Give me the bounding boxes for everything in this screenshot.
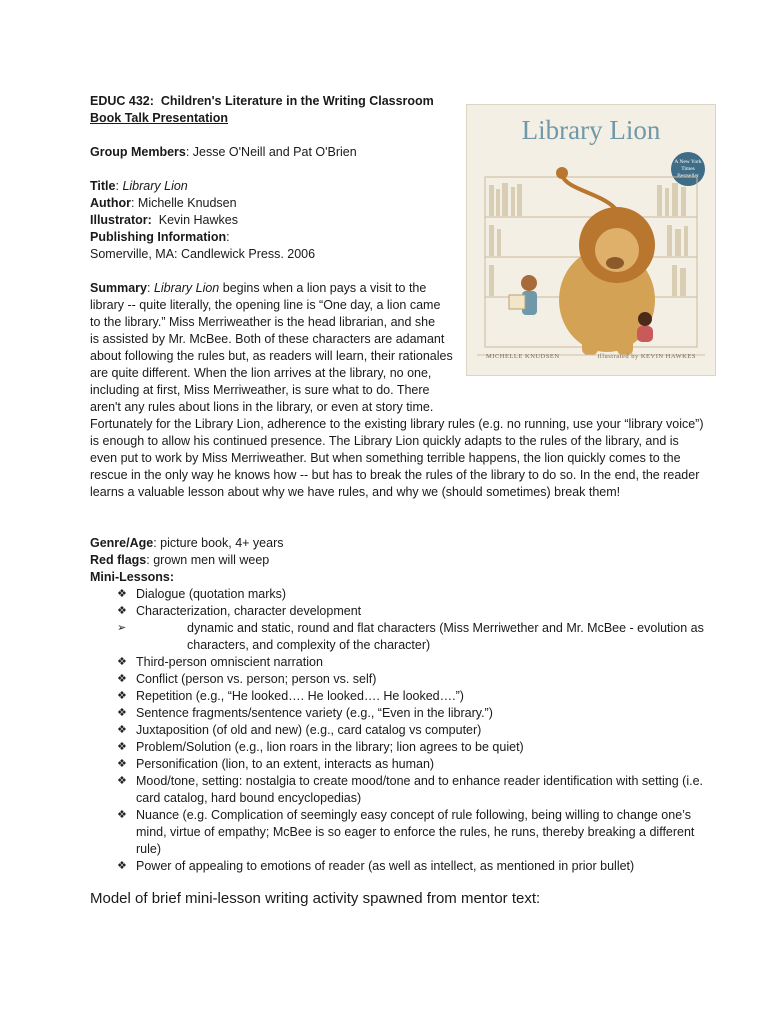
bullet-icon: ❖ xyxy=(117,690,127,702)
mini-lessons-list xyxy=(90,586,720,875)
bullet-icon: ❖ xyxy=(117,775,127,787)
mini-lesson-item xyxy=(90,858,720,875)
bullet-icon: ❖ xyxy=(117,656,127,668)
mini-lesson-text: Third-person omniscient narration xyxy=(136,655,323,669)
mini-lesson-item xyxy=(90,586,720,603)
mini-lesson-text: Juxtaposition (of old and new) (e.g., card catalog vs computer) xyxy=(136,723,482,737)
mini-lesson-item xyxy=(90,739,720,756)
mini-lesson-text: Power of appealing to emotions of reader (as well as intellect, as mentioned in prior bullet) xyxy=(136,859,635,873)
book-author: Author: Michelle Knudsen xyxy=(90,196,237,210)
mini-lesson-item xyxy=(90,756,720,773)
mini-lesson-text: Dialogue (quotation marks) xyxy=(136,587,287,601)
model-activity-heading: Model of brief mini-lesson writing activity spawned from mentor text: xyxy=(90,890,541,907)
mini-lesson-text: Personification (lion, to an extent, interacts as human) xyxy=(136,757,435,771)
mini-lesson-item xyxy=(90,807,720,858)
mini-lesson-subtext: characters, and complexity of the character) xyxy=(187,638,431,652)
mini-lesson-item xyxy=(90,603,720,620)
publishing-info: Somerville, MA: Candlewick Press. 2006 xyxy=(90,247,316,261)
bestseller-badge: A New York Times Bestseller xyxy=(671,152,705,186)
mini-lesson-item xyxy=(90,654,720,671)
mini-lesson-text: Problem/Solution (e.g., lion roars in the library; lion agrees to be quiet) xyxy=(136,740,524,754)
mini-lesson-text: Nuance (e.g. Complication of seemingly easy concept of rule following, being willing to change one’s xyxy=(136,808,691,822)
mini-lessons-heading: Mini-Lessons: xyxy=(90,570,175,584)
bullet-icon: ❖ xyxy=(117,707,127,719)
group-members: Group Members: Jesse O'Neill and Pat O'Brien xyxy=(90,145,357,159)
mini-lesson-item xyxy=(90,705,720,722)
book-title: Title: Library Lion xyxy=(90,179,188,193)
summary: Summary: Library Lion begins when a lion pays a visit to the library -- quite literally, the opening line is “One day, a lion came to the library.” Miss Merriweather is the head librarian, and she is assisted by Mr. McBee. Both of these characters are adamant about following the rules but, as readers will learn, their rationales are quite different. When the lion arrives at the library, no one, including at first, Miss Merriweather, is sure what to do. There aren't any rules about lions in the library, or even at story time. Fortunately for the Library Lion, adherence to the existing library rules (e.g. no running, use your “library voice”) is enough to allow his continued presence. The Library Lion quickly adapts to the rules of the library, and is even put to work by Miss Merriweather. But when something terrible happens, the lion quickly comes to the rescue in the only way he knows how -- but has to break the rules of the library to do so. In the end, the reader learns a valuable lesson about why we have rules, and why we (should sometimes) break them! xyxy=(90,281,704,499)
mini-lesson-subitem xyxy=(90,620,720,654)
publishing-label: Publishing Information: xyxy=(90,230,230,244)
cover-title: Library Lion xyxy=(521,115,661,145)
bullet-icon: ❖ xyxy=(117,860,127,872)
book-illustrator: Illustrator: Kevin Hawkes xyxy=(90,213,238,227)
mini-lesson-item xyxy=(90,773,720,807)
bullet-icon: ❖ xyxy=(117,605,127,617)
mini-lesson-text: Repetition (e.g., “He looked…. He looked…. He looked….”) xyxy=(136,689,464,703)
document-subtitle: Book Talk Presentation xyxy=(90,111,228,125)
bullet-icon: ❖ xyxy=(117,673,127,685)
mini-lesson-text: card catalog, hard bound encyclopedias) xyxy=(136,791,362,805)
genre-age: Genre/Age: picture book, 4+ years xyxy=(90,536,284,550)
bullet-icon: ❖ xyxy=(117,741,127,753)
cover-author: MICHELLE KNUDSEN xyxy=(486,353,560,360)
mini-lesson-item xyxy=(90,688,720,705)
mini-lesson-text: Characterization, character development xyxy=(136,604,362,618)
bullet-icon: ❖ xyxy=(117,724,127,736)
mini-lesson-text: Mood/tone, setting: nostalgia to create mood/tone and to enhance reader identification with setting (i.e. xyxy=(136,774,704,788)
mini-lesson-subtext: dynamic and static, round and flat characters (Miss Merriwether and Mr. McBee - evolution as xyxy=(187,621,704,635)
mini-lesson-text: rule) xyxy=(136,842,162,856)
mini-lesson-text: mind, virtue of empathy; McBee is so eager to enforce the rules, he runs, thereby breaking a different xyxy=(136,825,695,839)
mini-lesson-item xyxy=(90,722,720,739)
red-flags: Red flags: grown men will weep xyxy=(90,553,270,567)
bullet-icon: ❖ xyxy=(117,588,127,600)
mini-lesson-item xyxy=(90,671,720,688)
mini-lesson-text: Sentence fragments/sentence variety (e.g., “Even in the library.”) xyxy=(136,706,493,720)
course-heading: EDUC 432: Children's Literature in the Writing Classroom xyxy=(90,94,434,108)
mini-lesson-text: Conflict (person vs. person; person vs. self) xyxy=(136,672,377,686)
bullet-icon: ❖ xyxy=(117,758,127,770)
arrow-bullet-icon: ➢ xyxy=(117,622,127,634)
bullet-icon: ❖ xyxy=(117,809,127,821)
cover-illustrator: illustrated by KEVIN HAWKES xyxy=(597,353,696,360)
document-body xyxy=(90,93,720,909)
